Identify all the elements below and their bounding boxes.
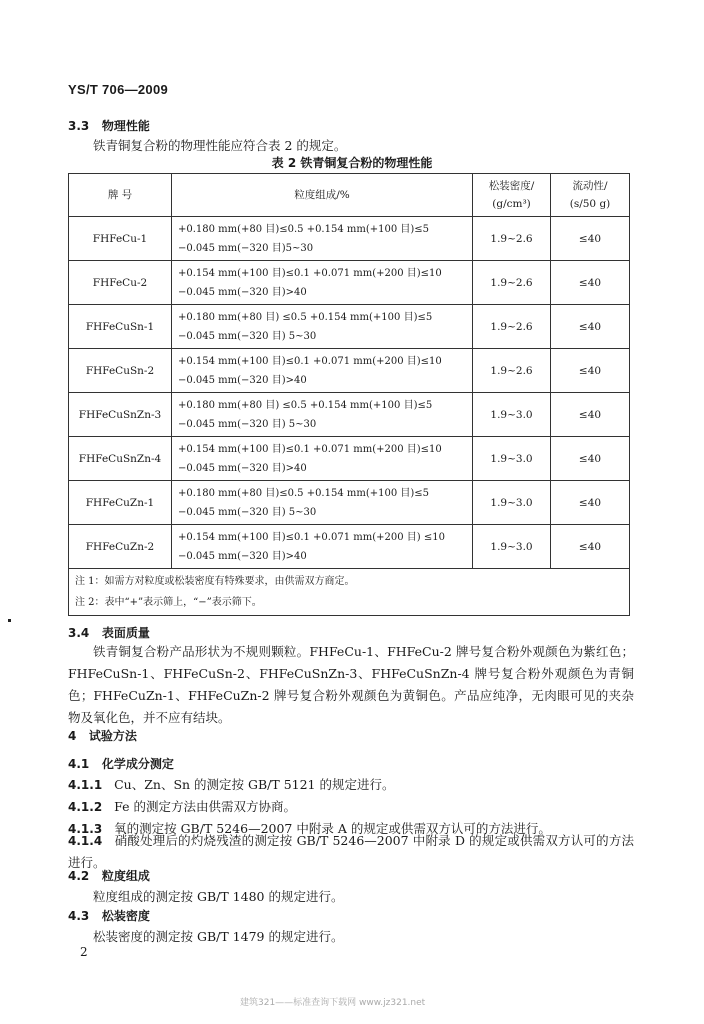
gran-line1: +0.180 mm(+80 目)≤0.5 +0.154 mm(+100 目)≤5 [178, 487, 430, 499]
density-cell: 1.9~3.0 [473, 481, 551, 525]
clause-number: 4.1.4 [68, 834, 103, 848]
table-row [69, 525, 630, 569]
clause-text: 氧的测定按 GB/T 5246—2007 中附录 A 的规定或供需双方认可的方法进行。 [114, 821, 551, 836]
density-cell: 1.9~2.6 [473, 217, 551, 261]
section-3-4-heading [68, 624, 150, 641]
density-cell: 1.9~2.6 [473, 261, 551, 305]
table-row [69, 481, 630, 525]
section-4-1-heading [68, 755, 174, 772]
grade-cell: FHFeCu-2 [69, 261, 172, 305]
granularity-cell [172, 349, 473, 393]
grade-cell: FHFeCuSn-1 [69, 305, 172, 349]
gran-line2: −0.045 mm(−320 目)>40 [178, 462, 307, 474]
flow-cell: ≤40 [551, 525, 630, 569]
table-note-2: 注 2：表中“+”表示筛上，“−”表示筛下。 [75, 597, 262, 608]
granularity-cell [172, 525, 473, 569]
density-cell: 1.9~3.0 [473, 525, 551, 569]
gran-line1: +0.154 mm(+100 目)≤0.1 +0.071 mm(+200 目) ≤10 [178, 531, 445, 543]
gran-line2: −0.045 mm(−320 目)5~30 [178, 242, 314, 254]
section-4-2-heading [68, 867, 150, 884]
table-row [69, 437, 630, 481]
section-number: 3.3 [68, 119, 90, 133]
section-number: 4 [68, 729, 77, 743]
table-header-row [69, 174, 630, 217]
gran-line1: +0.154 mm(+100 目)≤0.1 +0.071 mm(+200 目)≤10 [178, 443, 442, 455]
clause-number: 4.1.1 [68, 778, 103, 792]
grade-cell: FHFeCuSnZn-4 [69, 437, 172, 481]
clause-text: 硝酸处理后的灼烧残渣的测定按 GB/T 5246—2007 中附录 D 的规定或供需双方认可的方法进行。 [68, 833, 635, 870]
section-3-3-text: 铁青铜复合粉的物理性能应符合表 2 的规定。 [93, 138, 347, 153]
gran-line1: +0.154 mm(+100 目)≤0.1 +0.071 mm(+200 目)≤10 [178, 355, 442, 367]
table-row [69, 305, 630, 349]
density-cell: 1.9~2.6 [473, 305, 551, 349]
col-granularity-header: 粒度组成/% [172, 174, 473, 217]
flow-cell: ≤40 [551, 349, 630, 393]
gran-line2: −0.045 mm(−320 目)>40 [178, 286, 307, 298]
section-number: 4.1 [68, 757, 90, 771]
section-4-2-text: 粒度组成的测定按 GB/T 1480 的规定进行。 [93, 889, 344, 904]
gran-line2: −0.045 mm(−320 目) 5~30 [178, 330, 317, 342]
footer-watermark: 建筑321——标准查询下载网 www.jz321.net [240, 998, 426, 1008]
gran-line2: −0.045 mm(−320 目) 5~30 [178, 506, 317, 518]
granularity-cell [172, 437, 473, 481]
section-number: 3.4 [68, 626, 90, 640]
section-title: 表面质量 [101, 626, 150, 640]
scan-speck [8, 619, 11, 622]
physical-properties-table [68, 173, 630, 616]
granularity-cell [172, 305, 473, 349]
clause-text: Cu、Zn、Sn 的测定按 GB/T 5121 的规定进行。 [114, 777, 395, 792]
gran-line1: +0.180 mm(+80 目) ≤0.5 +0.154 mm(+100 目)≤5 [178, 399, 433, 411]
flow-cell: ≤40 [551, 393, 630, 437]
flow-cell: ≤40 [551, 217, 630, 261]
section-4-3-heading [68, 907, 150, 924]
col-flowability-header [551, 174, 630, 217]
gran-line2: −0.045 mm(−320 目)>40 [178, 374, 307, 386]
grade-cell: FHFeCu-1 [69, 217, 172, 261]
clause-4-1-1 [68, 775, 394, 793]
clause-number: 4.1.2 [68, 800, 103, 814]
gran-line1: +0.180 mm(+80 目)≤0.5 +0.154 mm(+100 目)≤5 [178, 223, 430, 235]
gran-line1: +0.154 mm(+100 目)≤0.1 +0.071 mm(+200 目)≤10 [178, 267, 442, 279]
clause-number: 4.1.3 [68, 822, 103, 836]
section-4-heading [68, 727, 137, 744]
section-number: 4.3 [68, 909, 90, 923]
flow-cell: ≤40 [551, 437, 630, 481]
flow-header-line2: (s/50 g) [569, 198, 611, 210]
granularity-cell [172, 393, 473, 437]
density-header-line1: 松装密度/ [488, 180, 535, 192]
table-notes-row [69, 569, 630, 616]
section-title: 粒度组成 [101, 869, 150, 883]
section-4-3-text: 松装密度的测定按 GB/T 1479 的规定进行。 [93, 929, 344, 944]
grade-cell: FHFeCuZn-1 [69, 481, 172, 525]
gran-line1: +0.180 mm(+80 目) ≤0.5 +0.154 mm(+100 目)≤5 [178, 311, 433, 323]
flow-cell: ≤40 [551, 261, 630, 305]
density-header-line2: (g/cm³) [492, 198, 531, 210]
section-3-3-heading [68, 117, 150, 134]
section-title: 松装密度 [101, 909, 150, 923]
section-number: 4.2 [68, 869, 90, 883]
col-density-header [473, 174, 551, 217]
table-row [69, 349, 630, 393]
clause-4-1-4 [68, 830, 634, 874]
flow-header-line1: 流动性/ [572, 180, 608, 192]
table-row [69, 261, 630, 305]
table-note-1: 注 1：如需方对粒度或松装密度有特殊要求，由供需双方商定。 [75, 576, 355, 587]
table-notes [69, 569, 630, 616]
density-cell: 1.9~3.0 [473, 393, 551, 437]
grade-cell: FHFeCuSnZn-3 [69, 393, 172, 437]
clause-text: Fe 的测定方法由供需双方协商。 [114, 799, 296, 814]
density-cell: 1.9~2.6 [473, 349, 551, 393]
gran-line2: −0.045 mm(−320 目) 5~30 [178, 418, 317, 430]
grade-cell: FHFeCuZn-2 [69, 525, 172, 569]
table-row [69, 393, 630, 437]
granularity-cell [172, 481, 473, 525]
section-title: 化学成分测定 [101, 757, 174, 771]
table-row [69, 217, 630, 261]
section-title: 试验方法 [88, 729, 137, 743]
table-caption: 表 2 铁青铜复合粉的物理性能 [271, 156, 433, 170]
flow-cell: ≤40 [551, 481, 630, 525]
gran-line2: −0.045 mm(−320 目)>40 [178, 550, 307, 562]
section-3-4-text: 铁青铜复合粉产品形状为不规则颗粒。FHFeCu-1、FHFeCu-2 牌号复合粉外观颜色为紫红色；FHFeCuSn-1、FHFeCuSn-2、FHFeCuSnZn-3、FHFeCuSnZn-4 牌号复合粉外观颜色为青铜色；FHFeCuZn-1、FHFeCuZn-2 牌号复合粉外观颜色为黄铜色。产品应纯净，无肉眼可见的夹杂物及氧化色，并不应有结块。 [68, 644, 634, 725]
grade-cell: FHFeCuSn-2 [69, 349, 172, 393]
granularity-cell [172, 217, 473, 261]
standard-number: YS/T 706—2009 [68, 82, 169, 97]
section-title: 物理性能 [101, 119, 150, 133]
density-cell: 1.9~3.0 [473, 437, 551, 481]
col-grade-header: 牌 号 [69, 174, 172, 217]
page-number: 2 [80, 945, 88, 959]
clause-4-1-2 [68, 797, 296, 815]
granularity-cell [172, 261, 473, 305]
flow-cell: ≤40 [551, 305, 630, 349]
